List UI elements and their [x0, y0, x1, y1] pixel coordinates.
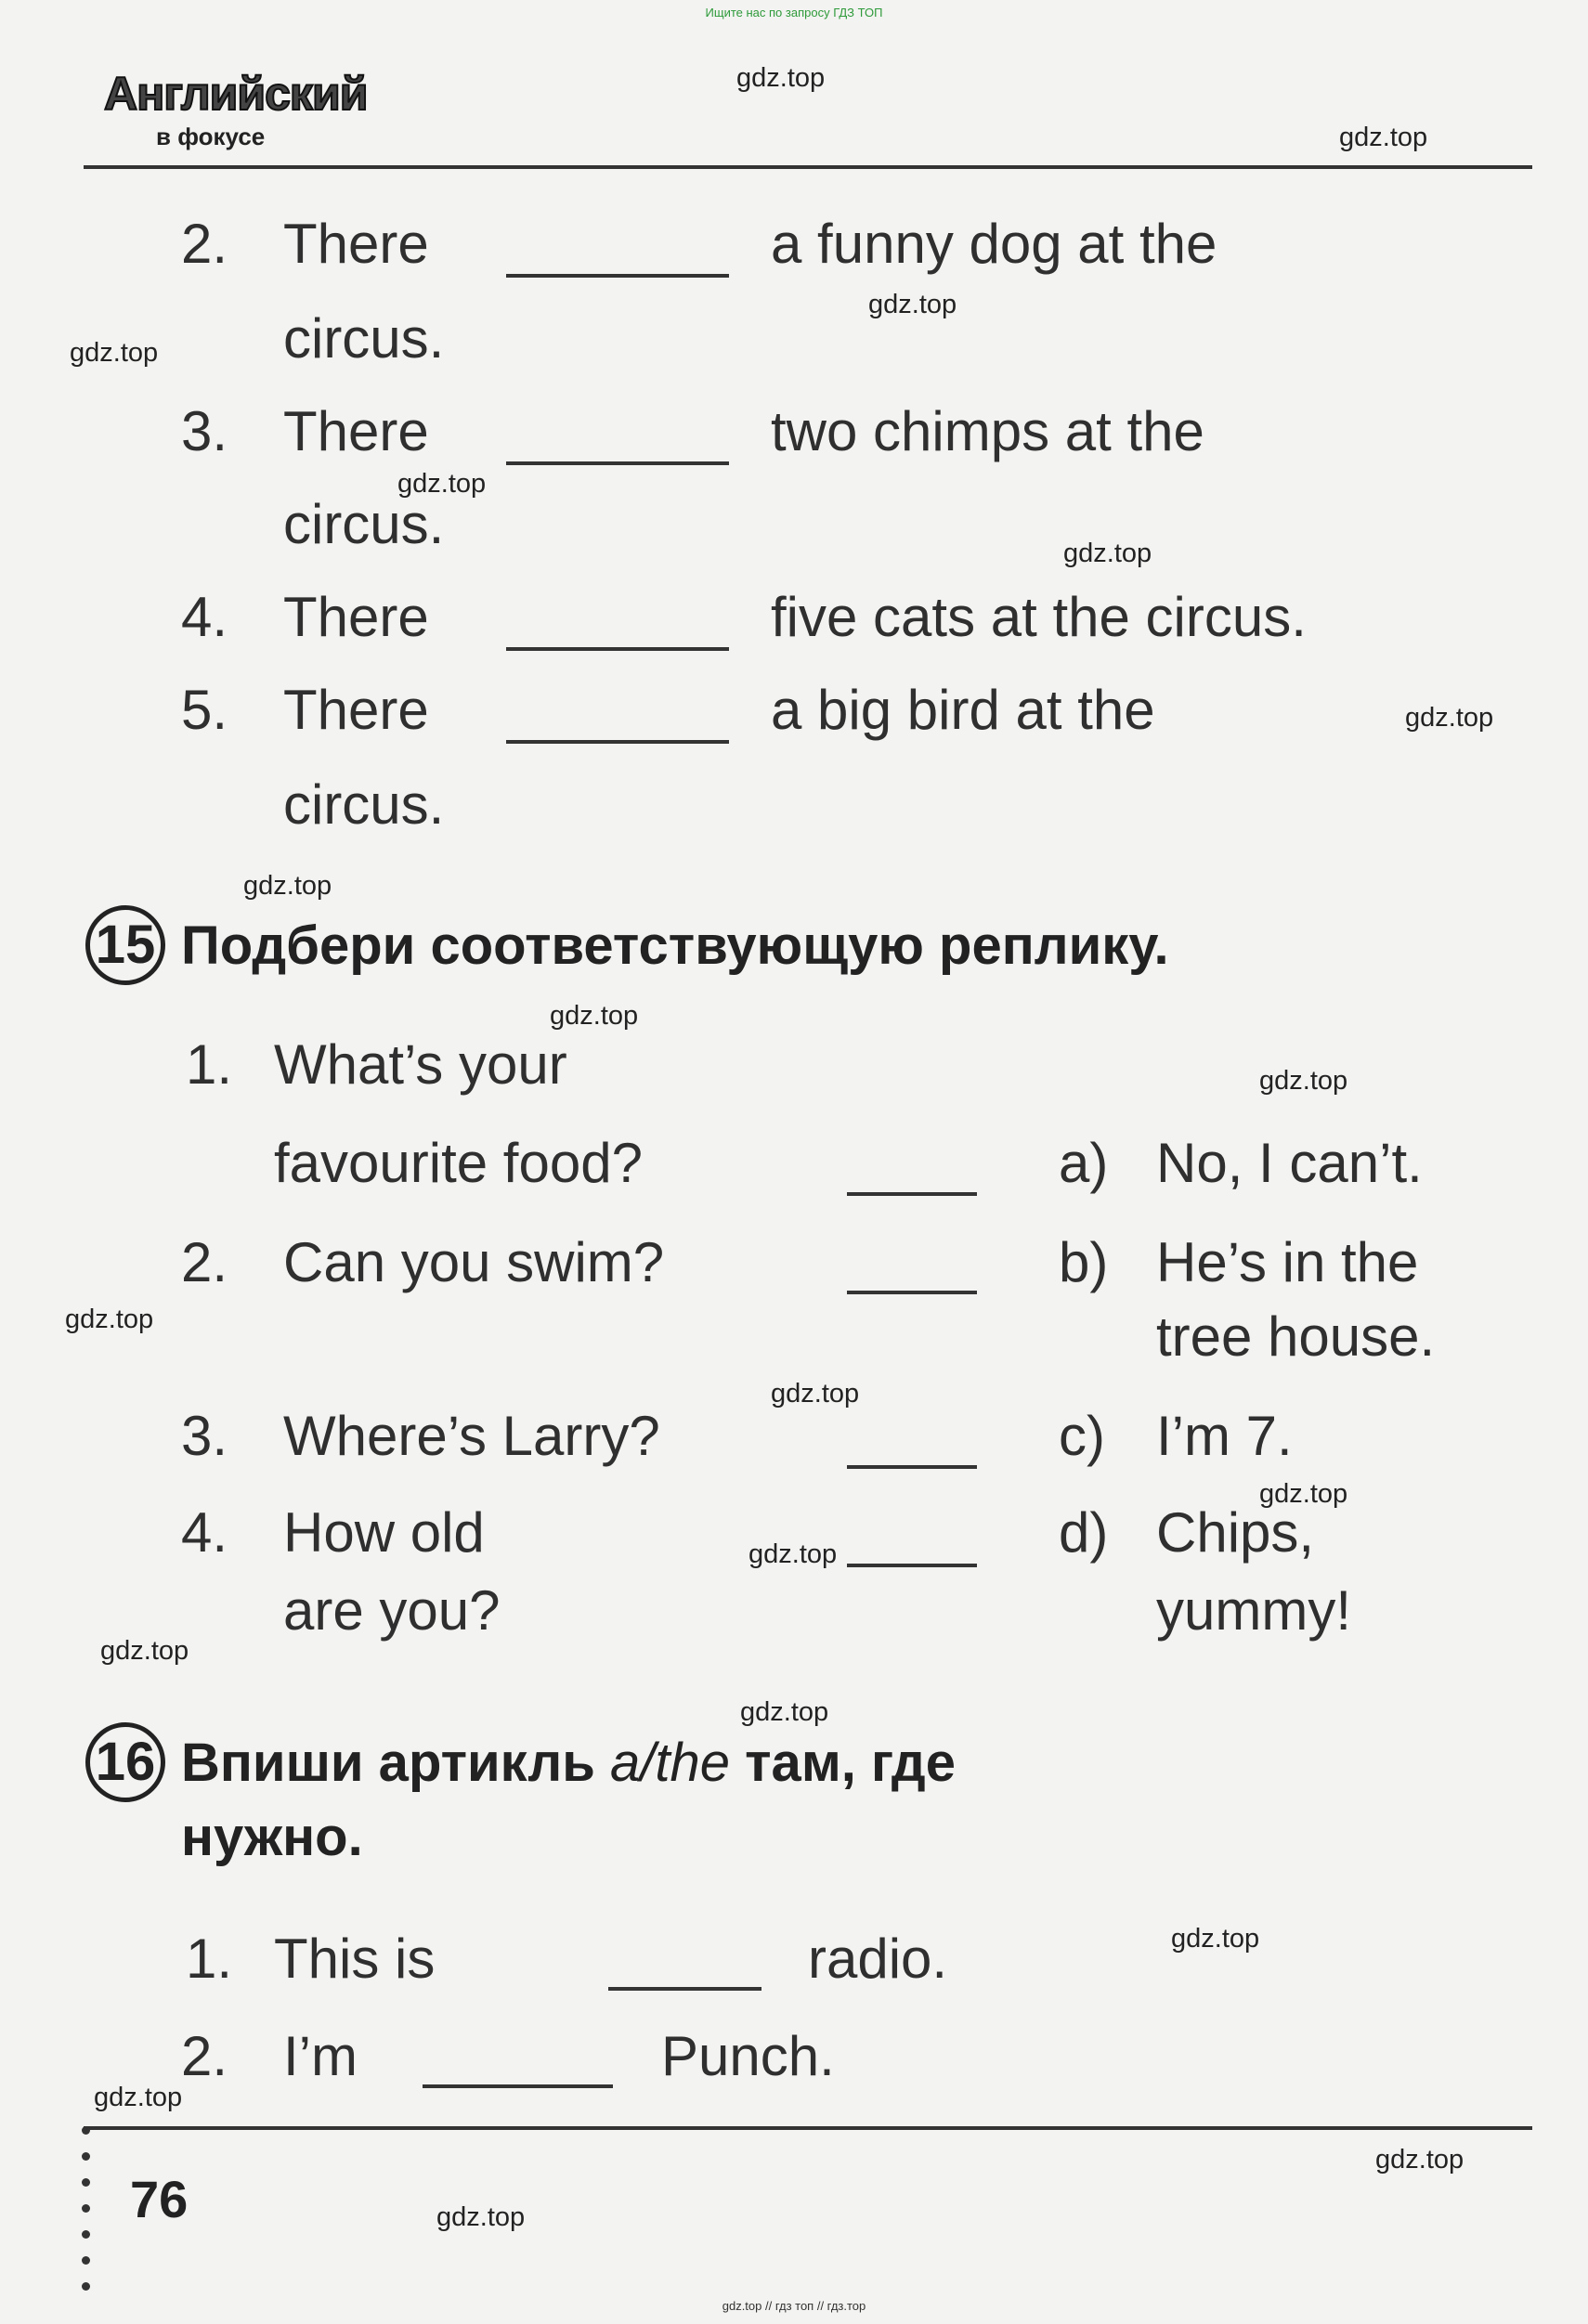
question-text: favourite food? [274, 1132, 643, 1194]
watermark: gdz.top [436, 2202, 526, 2232]
answer-text: Chips, [1156, 1501, 1315, 1564]
item-number: 1. [186, 1928, 233, 1990]
item-text-cont: circus. [283, 493, 445, 555]
question-text: Can you swim? [283, 1231, 665, 1293]
exercise-16-title [181, 1732, 956, 1794]
item-text-start: There [283, 213, 429, 275]
logo-subtitle: в фокусе [156, 123, 266, 150]
item-text-end: five cats at the circus. [771, 586, 1307, 648]
match-blank[interactable] [847, 1291, 977, 1294]
answer-letter: a) [1059, 1132, 1109, 1194]
exercise-15-title: Подбери соответствующую реплику. [181, 915, 1169, 976]
item-text-end: Punch. [661, 2025, 835, 2087]
watermark: gdz.top [100, 1636, 189, 1666]
item-text-end: a big bird at the [771, 679, 1155, 741]
item-number: 3. [181, 400, 228, 462]
question-text: are you? [283, 1579, 501, 1642]
site-banner[interactable]: Ищите нас по запросу ГДЗ ТОП [705, 6, 883, 19]
answer-letter: d) [1059, 1501, 1109, 1564]
question-text: Where’s Larry? [283, 1405, 660, 1467]
watermark: gdz.top [1259, 1066, 1348, 1096]
watermark: gdz.top [1063, 539, 1152, 568]
watermark: gdz.top [65, 1305, 154, 1334]
answer-blank[interactable] [506, 274, 729, 278]
item-text-start: There [283, 400, 429, 462]
page-number: 76 [130, 2170, 189, 2228]
answer-blank[interactable] [506, 461, 729, 465]
footer-dot [82, 2282, 90, 2291]
answer-blank[interactable] [423, 2084, 613, 2088]
footer-dot [82, 2204, 90, 2213]
answer-text: yummy! [1156, 1579, 1351, 1642]
watermark: gdz.top [550, 1001, 639, 1031]
question-text: What’s your [274, 1033, 567, 1096]
watermark: gdz.top [1171, 1924, 1260, 1954]
footer-dot [82, 2126, 90, 2135]
item-number: 2. [181, 2025, 228, 2087]
watermark: gdz.top [748, 1539, 838, 1569]
watermark: gdz.top [736, 63, 826, 93]
item-text-end: radio. [808, 1928, 948, 1990]
answer-text: He’s in the [1156, 1231, 1419, 1293]
match-blank[interactable] [847, 1564, 977, 1567]
item-text-cont: circus. [283, 773, 445, 836]
item-text-start: There [283, 586, 429, 648]
watermark: gdz.top [70, 338, 159, 368]
item-text-cont: circus. [283, 307, 445, 370]
title-italic-text: a/the [610, 1733, 731, 1793]
watermark: gdz.top [94, 2083, 183, 2112]
match-blank[interactable] [847, 1465, 977, 1469]
logo-title: Английский [104, 68, 368, 120]
question-number: 2. [181, 1231, 228, 1293]
answer-blank[interactable] [608, 1987, 761, 1991]
watermark: gdz.top [1405, 703, 1494, 733]
question-text: How old [283, 1501, 485, 1564]
header-rule [84, 165, 1532, 169]
answer-text: No, I can’t. [1156, 1132, 1423, 1194]
exercise-number-15: 15 [85, 905, 165, 985]
item-number: 5. [181, 679, 228, 741]
footer-dot [82, 2178, 90, 2187]
watermark: gdz.top [1339, 123, 1428, 152]
item-text-start: There [283, 679, 429, 741]
answer-letter: c) [1059, 1405, 1105, 1467]
watermark: gdz.top [771, 1379, 860, 1409]
item-text-end: a funny dog at the [771, 213, 1217, 275]
question-number: 1. [186, 1033, 233, 1096]
answer-text: I’m 7. [1156, 1405, 1293, 1467]
footer-dot [82, 2152, 90, 2161]
title-text: там, где [745, 1733, 956, 1793]
item-text-start: This is [274, 1928, 436, 1990]
item-text-start: I’m [283, 2025, 358, 2087]
footer-dot [82, 2230, 90, 2239]
item-number: 2. [181, 213, 228, 275]
answer-text: tree house. [1156, 1305, 1436, 1368]
item-text-end: two chimps at the [771, 400, 1204, 462]
watermark: gdz.top [1259, 1479, 1348, 1509]
exercise-number-16: 16 [85, 1722, 165, 1802]
footer-dot [82, 2256, 90, 2265]
watermark: gdz.top [397, 469, 487, 499]
item-number: 4. [181, 586, 228, 648]
watermark: gdz.top [243, 871, 332, 901]
footer-rule [84, 2126, 1532, 2130]
question-number: 4. [181, 1501, 228, 1564]
footer-banner[interactable]: gdz.top // гдз топ // гдз.тор [722, 2299, 866, 2313]
answer-blank[interactable] [506, 647, 729, 651]
match-blank[interactable] [847, 1192, 977, 1196]
watermark: gdz.top [1375, 2145, 1464, 2175]
question-number: 3. [181, 1405, 228, 1467]
answer-letter: b) [1059, 1231, 1109, 1293]
watermark: gdz.top [868, 290, 957, 319]
book-logo [104, 67, 373, 152]
watermark: gdz.top [740, 1697, 829, 1727]
answer-blank[interactable] [506, 740, 729, 744]
exercise-16-title-line2: нужно. [181, 1807, 363, 1867]
title-text: Впиши артикль [181, 1733, 595, 1793]
